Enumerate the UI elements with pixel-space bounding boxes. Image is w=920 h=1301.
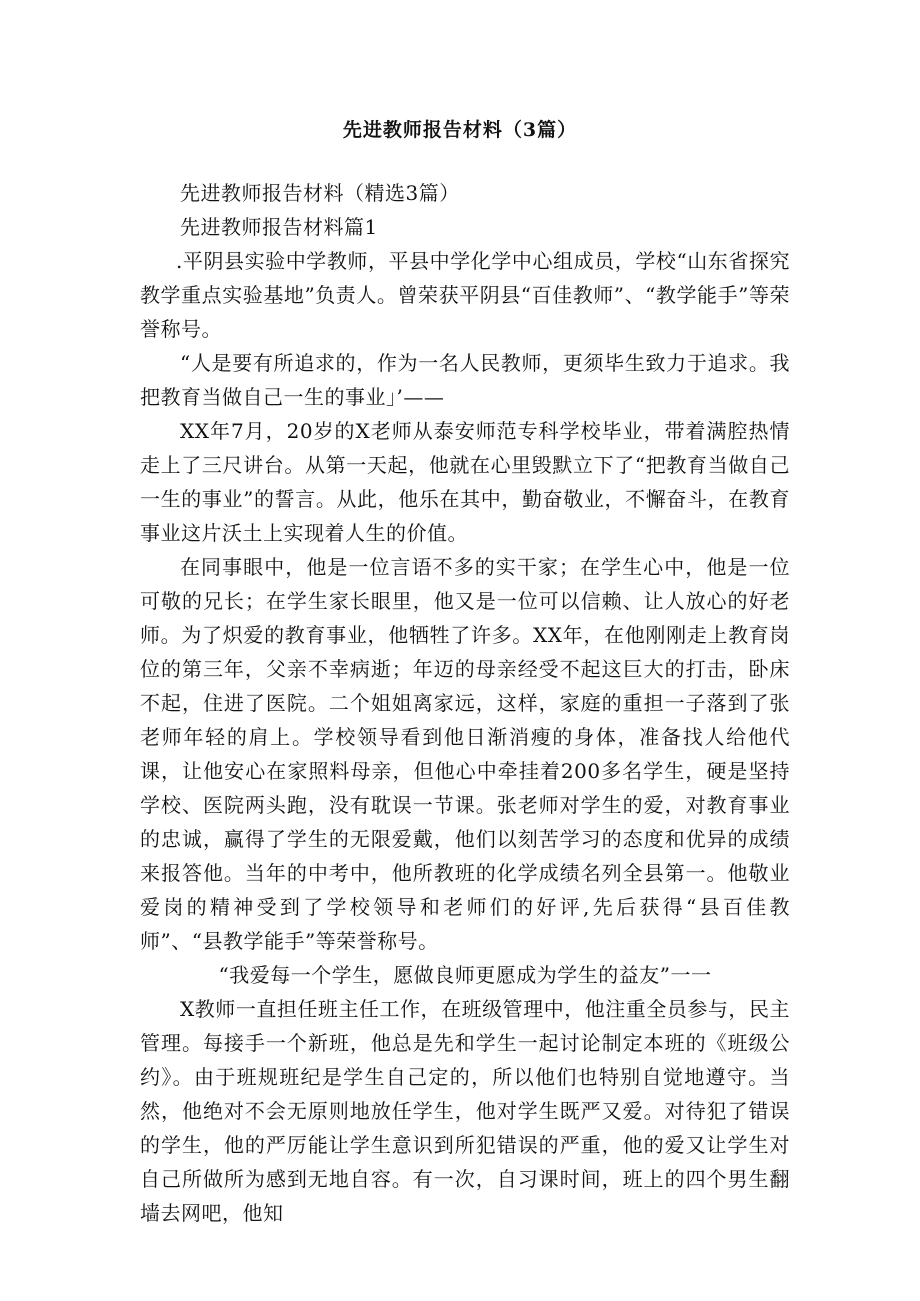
document-body — [140, 176, 790, 1230]
paragraph: X教师一直担任班主任工作，在班级管理中，他注重全员参与，民主管理。每接手一个新班，他总是先和学生一起讨论制定本班的《班级公约》。由于班规班纪是学生自己定的，所以他们也特别自觉地遵守。当然，他绝对不会无原则地放任学生，他对学生既严又爱。对待犯了错误的学生，他的严厉能让学生意识到所犯错误的严重，他的爱又让学生对自己所做所为感到无地自容。有一次，自习课时间，班上的四个男生翻墙去网吧，他知 — [140, 997, 790, 1225]
document-title: 先进教师报告材料（3篇） — [342, 119, 578, 141]
paragraph: XX年7月，20岁的X老师从泰安师范专科学校毕业，带着满腔热情走上了三尺讲台。从第一天起，他就在心里毁默立下了“把教育当做自己一生的事业”的誓言。从此，他乐在其中，勤奋敬业，不懈奋斗，在教育事业这片沃土上实现着人生的价值。 — [140, 419, 790, 545]
document-subtitle: 先进教师报告材料（精选3篇） — [180, 181, 460, 205]
paragraph: .平阴县实验中学教师，平县中学化学中心组成员，学校“山东省探究教学重点实验基地”负责人。曾荣获平阴县“百佳教师”、“教学能手”等荣誉称号。 — [140, 249, 790, 341]
section-heading: 先进教师报告材料篇1 — [180, 215, 378, 239]
paragraph: 在同事眼中，他是一位言语不多的实干家；在学生心中，他是一位可敬的兄长；在学生家长眼里，他又是一位可以信赖、让人放心的好老师。为了炽爱的教育事业，他牺牲了许多。XX年，在他刚刚走上教育岗位的第三年，父亲不幸病逝；年迈的母亲经受不起这巨大的打击，卧床不起，住进了医院。二个姐姐离家远，这样，家庭的重担一子落到了张老师年轻的肩上。学校领导看到他日渐消瘦的身体，准备找人给他代课，让他安心在家照料母亲，但他心中牵挂着200多名学生，硬是坚持学校、医院两头跑，没有耽误一节课。张老师对学生的爱，对教育事业的忠诚，赢得了学生的无限爱戴，他们以刻苦学习的态度和优异的成绩来报答他。当年的中考中，他所教班的化学成绩名列全县第一。他敬业爱岗的精神受到了学校领导和老师们的好评,先后获得“县百佳教师”、“县教学能手”等荣誉称号。 — [140, 555, 790, 953]
quote-paragraph: “人是要有所追求的，作为一名人民教师，更须毕生致力于追求。我把教育当做自己一生的事业」’—— — [140, 351, 790, 409]
quote-paragraph: “我爱每一个学生，愿做良师更愿成为学生的益友”一一 — [218, 963, 712, 987]
